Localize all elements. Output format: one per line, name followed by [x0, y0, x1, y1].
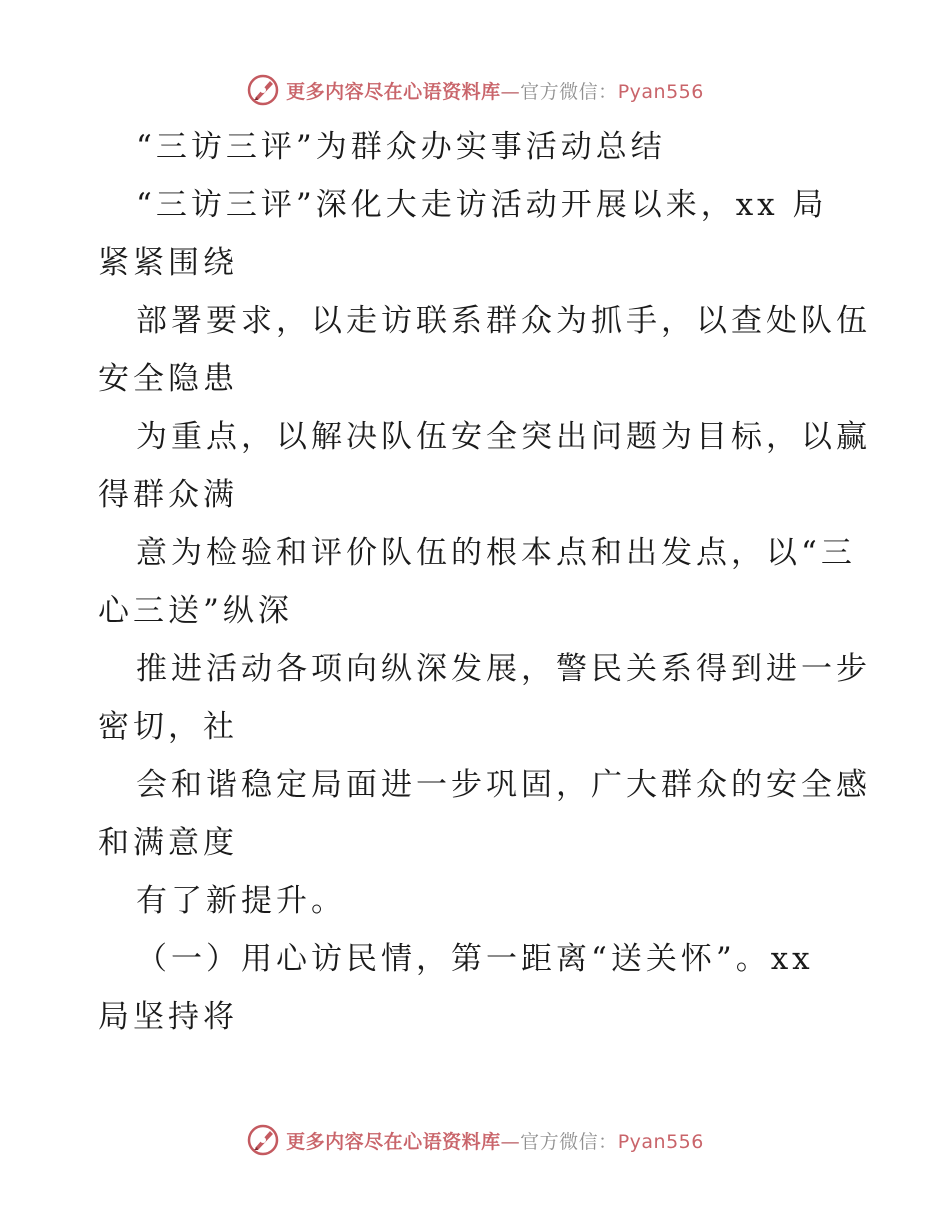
text-line: 意为检验和评价队伍的根本点和出发点，以“三 — [136, 535, 856, 571]
text-line: 推进活动各项向纵深发展，警民关系得到进一步 — [136, 651, 871, 687]
header-watermark — [0, 70, 950, 110]
text-line: 得群众满 — [98, 477, 238, 513]
watermark-wechat-id: Pyan556 — [617, 80, 704, 103]
watermark-dash: — — [500, 1130, 521, 1153]
text-line: 局坚持将 — [98, 999, 238, 1035]
text-line: 心三送”纵深 — [98, 593, 293, 629]
watermark-brand: 更多内容尽在心语资料库 — [286, 1130, 501, 1153]
watermark-dash: — — [500, 80, 521, 103]
text-line: “三访三评”深化大走访活动开展以来，xx 局 — [136, 187, 828, 223]
text-line: 会和谐稳定局面进一步巩固，广大群众的安全感 — [136, 767, 871, 803]
footer-watermark-text — [286, 1127, 704, 1154]
section-heading-line: （一）用心访民情，第一距离“送关怀”。xx — [136, 941, 814, 977]
document-title: “三访三评”为群众办实事活动总结 — [136, 129, 666, 165]
header-watermark-inner — [246, 73, 704, 107]
header-watermark-text — [286, 77, 704, 104]
watermark-official-label: 官方微信： — [520, 1130, 618, 1153]
text-line: 有了新提升。 — [136, 883, 346, 919]
quill-pen-logo-icon — [246, 73, 280, 107]
watermark-brand: 更多内容尽在心语资料库 — [286, 80, 501, 103]
text-line: 为重点，以解决队伍安全突出问题为目标，以赢 — [136, 419, 871, 455]
watermark-official-label: 官方微信： — [520, 80, 618, 103]
document-body — [98, 118, 871, 1046]
text-line: 密切，社 — [98, 709, 238, 745]
footer-watermark-inner — [246, 1123, 704, 1157]
text-line: 紧紧围绕 — [98, 245, 238, 281]
quill-pen-logo-icon — [246, 1123, 280, 1157]
text-line: 部署要求，以走访联系群众为抓手，以查处队伍 — [136, 303, 871, 339]
text-line: 和满意度 — [98, 825, 238, 861]
footer-watermark — [0, 1120, 950, 1160]
text-line: 安全隐患 — [98, 361, 238, 397]
watermark-wechat-id: Pyan556 — [617, 1130, 704, 1153]
